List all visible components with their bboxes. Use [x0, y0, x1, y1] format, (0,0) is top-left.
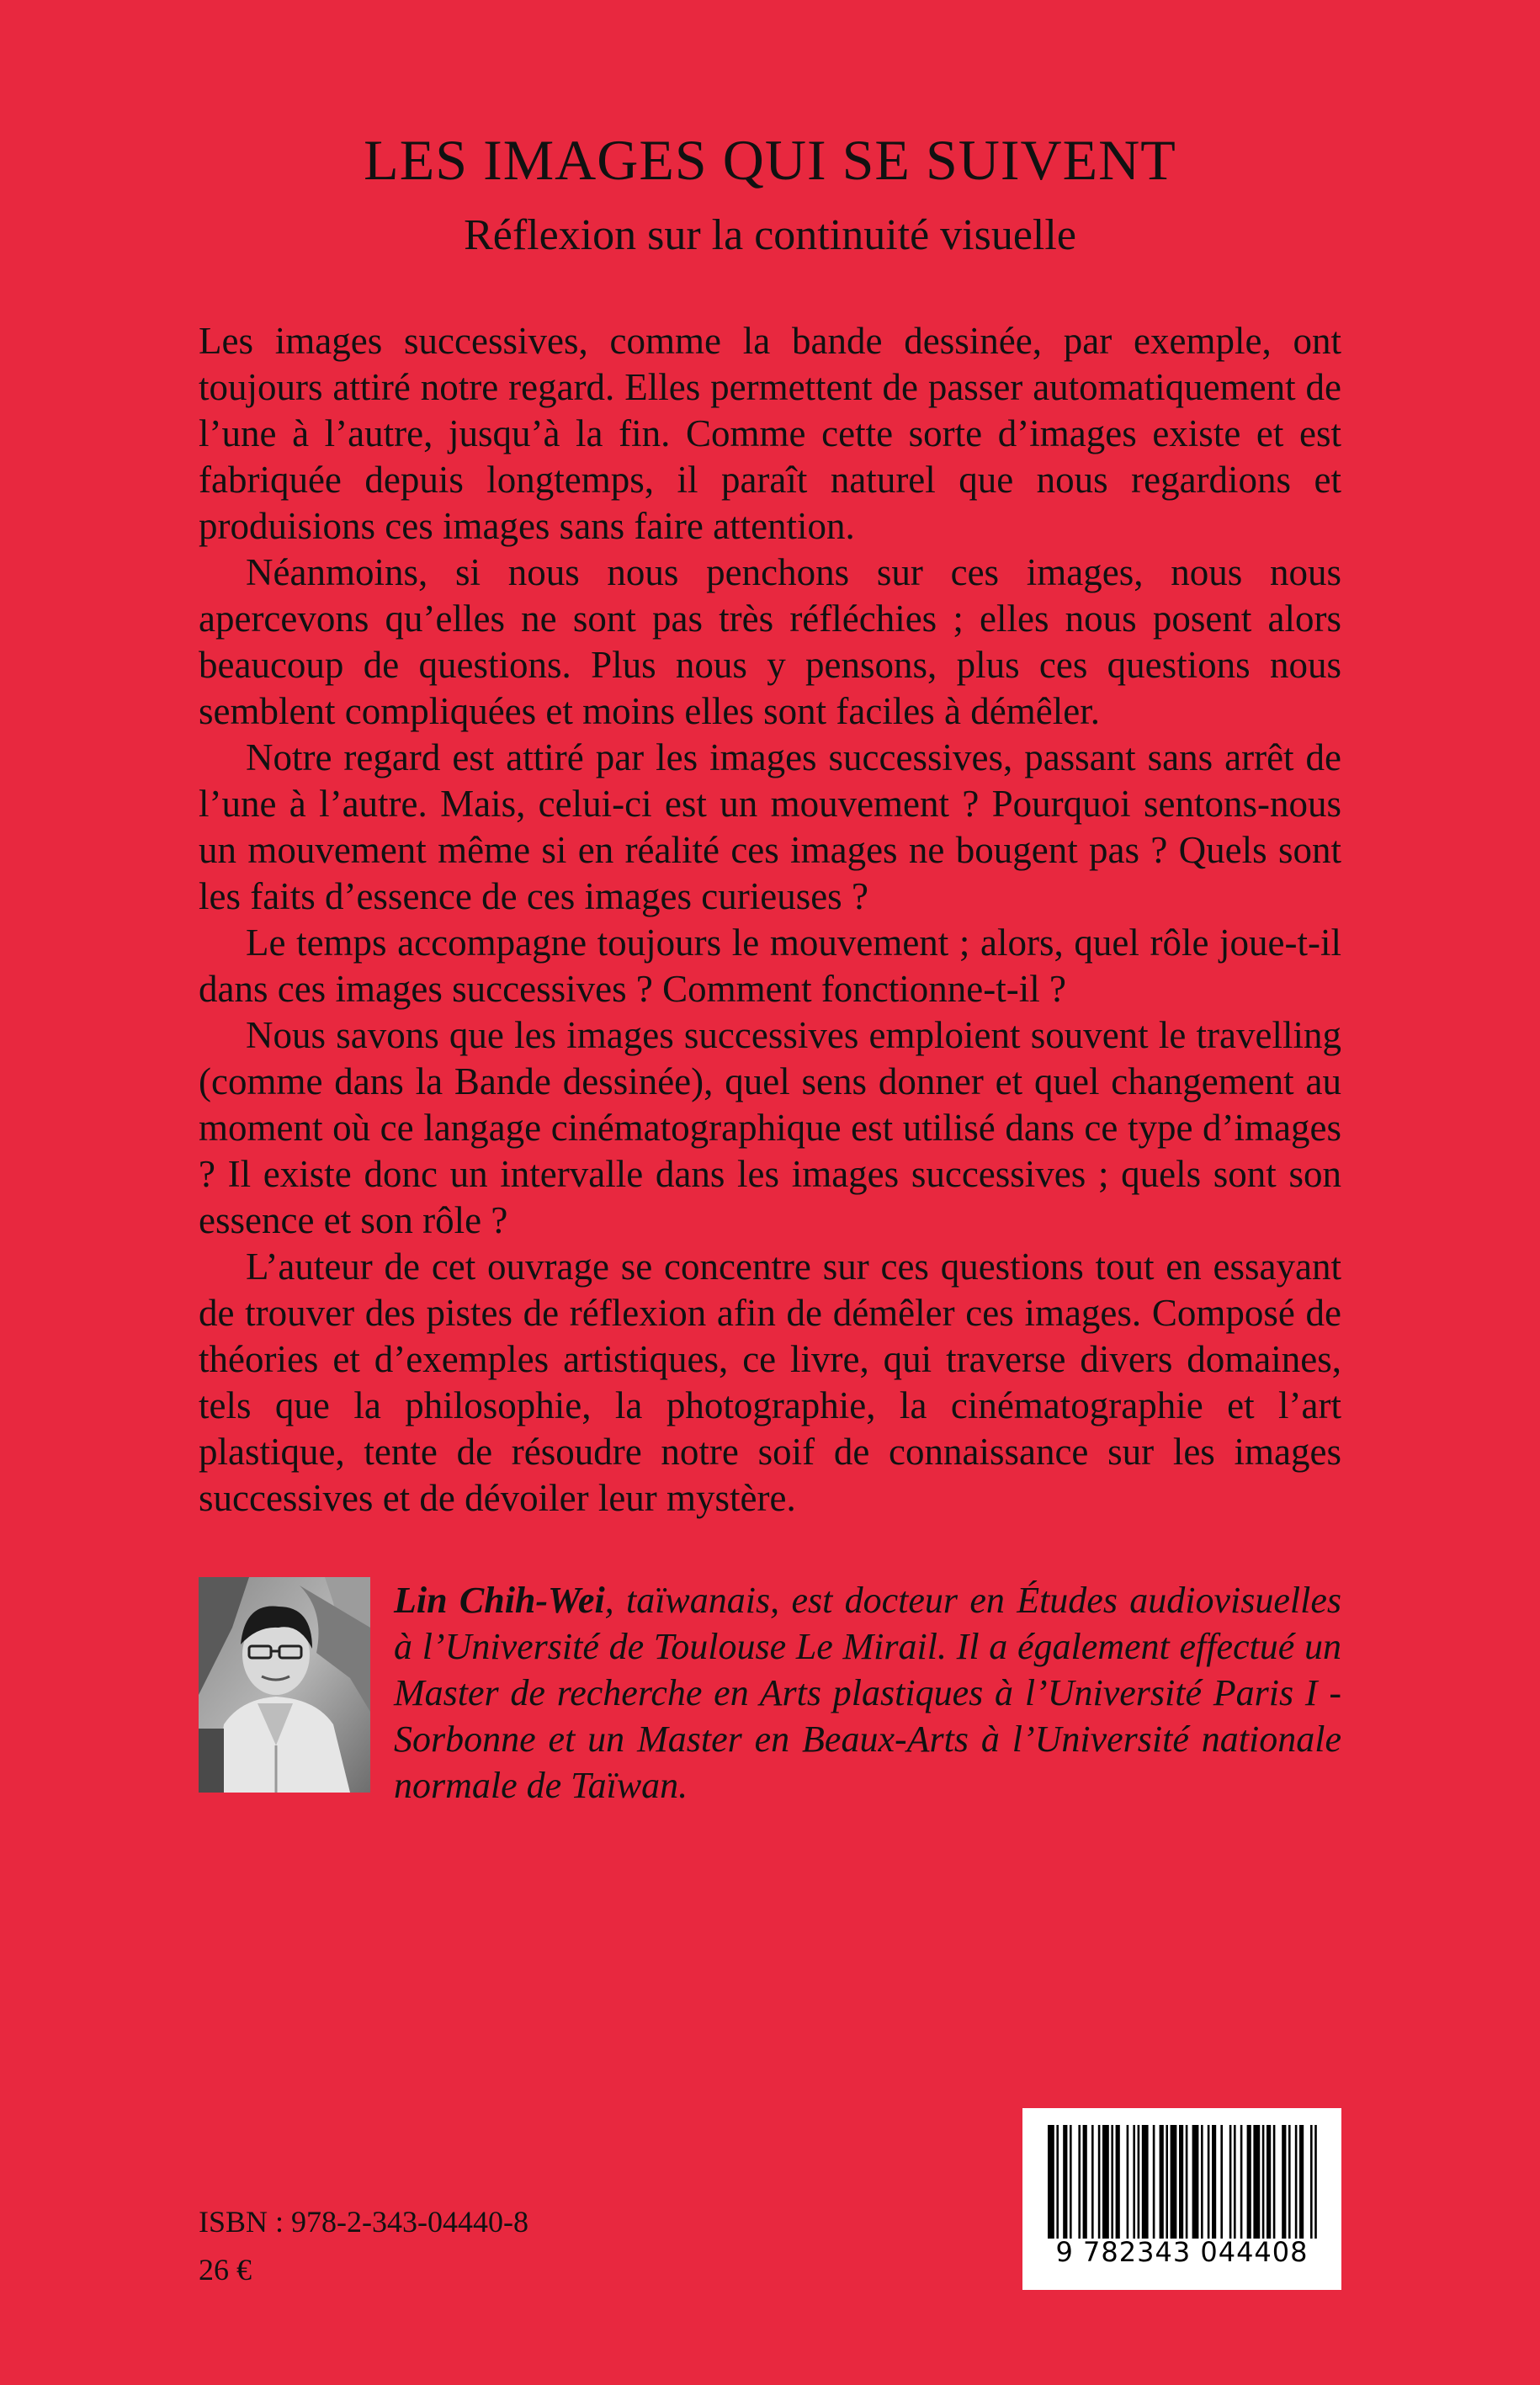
author-section: [199, 1577, 1341, 1806]
barcode-bar: [1220, 2125, 1223, 2239]
barcode-bar: [1253, 2125, 1260, 2239]
barcode-bar: [1142, 2125, 1149, 2239]
author-bio-text: , taïwanais, est docteur en Études audiovisuelles à l’Université de Toulouse Le Mirail. Il a également effectué un Master de recherche en Arts plastiques à l’Université Paris I - Sorbonne et un Master en Beaux-Arts à l’Université nationale normale de Taïwan.: [394, 1580, 1341, 1806]
barcode-bar: [1179, 2125, 1183, 2239]
barcode-bar: [1208, 2125, 1210, 2239]
barcode-bar: [1133, 2125, 1135, 2239]
barcode-bar: [1240, 2125, 1243, 2239]
barcode-bar: [1160, 2125, 1164, 2239]
blurb-paragraph-1: Les images successives, comme la bande dessinée, par exemple, ont toujours attiré notre regard. Elles permettent de passer automatiquement de l’une à l’autre, jusqu’à la fin. Comme cette sorte d’images existe et est fabriquée depuis longtemps, il paraît naturel que nous regardions et produisions ces images sans faire attention.: [199, 320, 1341, 547]
barcode-bar: [1056, 2125, 1059, 2239]
barcode-bar: [1299, 2125, 1304, 2239]
barcode-bar: [1078, 2125, 1081, 2239]
barcode-bar: [1314, 2125, 1317, 2239]
barcode-bar: [1267, 2125, 1271, 2239]
barcode-bar: [1295, 2125, 1298, 2239]
barcode-bar: [1171, 2125, 1177, 2239]
barcode-bar: [1063, 2125, 1067, 2239]
barcode-bar: [1070, 2125, 1072, 2239]
author-photo: [199, 1577, 370, 1793]
blurb-paragraph-3: Notre regard est attiré par les images successives, passant sans arrêt de l’une à l’autre. Mais, celui-ci est un mouvement ? Pourquoi sentons-nous un mouvement même si en réalité ces images ne bougent pas ? Quels sont les faits d’essence de ces images curieuses ?: [199, 736, 1341, 917]
blurb-paragraph-5: Nous savons que les images successives emploient souvent le travelling (comme dans la Bande dessinée), quel sens donner et quel changement au moment où ce langage cinématographique est utilisé dans ce type d’images ? Il existe donc un intervalle dans les images successives ; quels sont son essence et son rôle ?: [199, 1014, 1341, 1241]
barcode-bar: [1229, 2125, 1232, 2239]
book-subtitle: Réflexion sur la continuité visuelle: [464, 211, 1076, 259]
price-label: 26 €: [199, 2253, 252, 2287]
isbn-label: ISBN : 978-2-343-04440-8: [199, 2205, 528, 2239]
barcode-bar: [1186, 2125, 1188, 2239]
barcode-bar: [1247, 2125, 1251, 2239]
barcode-bar: [1102, 2125, 1109, 2239]
barcode-bar: [1138, 2125, 1140, 2239]
barcode-bar: [1262, 2125, 1265, 2239]
barcode-bar: [1083, 2125, 1087, 2239]
barcode-bar: [1116, 2125, 1120, 2239]
author-bio: [394, 1577, 1341, 1809]
blurb-paragraph-6: L’auteur de cet ouvrage se concentre sur ces questions tout en essayant de trouver des pistes de réflexion afin de démêler ces images. Composé de théories et d’exemples artistiques, ce livre, qui traverse divers domaines, tels que la philosophie, la photographie, la cinématographie et l’art plastique, tente de résoudre notre soif de connaissance sur les images successives et de dévoiler leur mystère.: [199, 1246, 1341, 1519]
barcode-bar: [1273, 2125, 1276, 2239]
back-cover-blurb: [199, 318, 1341, 1522]
barcode-bar: [1098, 2125, 1101, 2239]
barcode: [1022, 2108, 1341, 2290]
barcode-bar: [1166, 2125, 1168, 2239]
barcode-bar: [1288, 2125, 1291, 2239]
barcode-bar: [1234, 2125, 1236, 2239]
author-name: Lin Chih-Wei: [394, 1580, 605, 1621]
barcode-bar: [1212, 2125, 1216, 2239]
book-title: LES IMAGES QUI SE SUIVENT: [364, 128, 1176, 192]
barcode-digits: 9 782343 044408: [1055, 2236, 1309, 2268]
barcode-bar: [1091, 2125, 1094, 2239]
blurb-paragraph-4: Le temps accompagne toujours le mouvement ; alors, quel rôle joue-t-il dans ces images successives ? Comment fonctionne-t-il ?: [199, 922, 1341, 1010]
barcode-bar: [1201, 2125, 1203, 2239]
barcode-bar: [1111, 2125, 1113, 2239]
barcode-bar: [1192, 2125, 1199, 2239]
barcode-bar: [1310, 2125, 1313, 2239]
barcode-bar: [1048, 2125, 1054, 2239]
barcode-bar: [1127, 2125, 1129, 2239]
barcode-bar: [1153, 2125, 1155, 2239]
blurb-paragraph-2: Néanmoins, si nous nous penchons sur ces images, nous nous apercevons qu’elles ne sont pas très réfléchies ; elles nous posent alors beaucoup de questions. Plus nous y pensons, plus ces questions nous semblent compliquées et moins elles sont faciles à démêler.: [199, 551, 1341, 732]
barcode-bar: [1282, 2125, 1286, 2239]
barcode-bars: [1041, 2125, 1323, 2239]
